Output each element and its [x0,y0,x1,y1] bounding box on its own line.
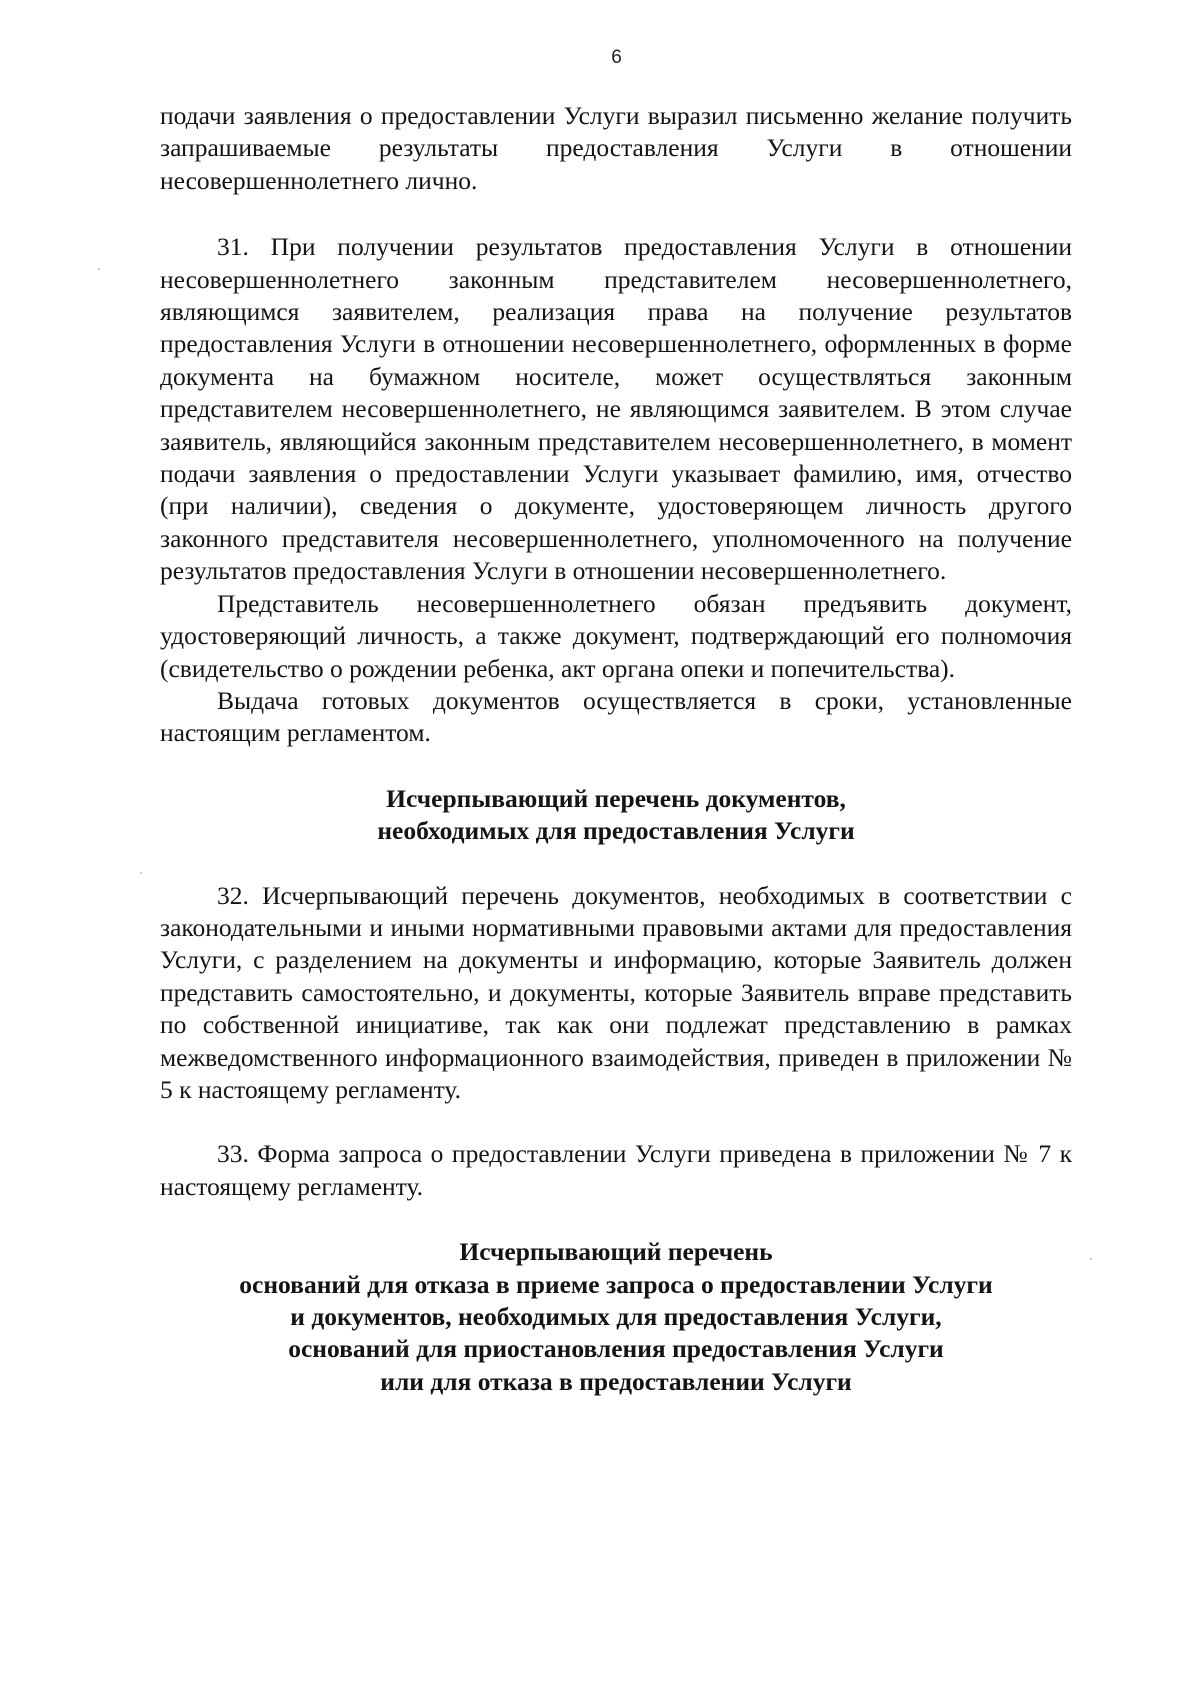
paragraph-31: 31. При получении результатов предоставления Услуги в отношении несовершеннолетнего законным представителем несовершеннолетнего, являющимся заявителем, реализация права на получение результатов предоставления Услуги в отношении несовершеннолетнего, оформленных в форме документа на бумажном носителе, может осуществляться законным представителем несовершеннолетнего, не являющимся заявителем. В этом случае заявитель, являющийся законным представителем несовершеннолетнего, в момент подачи заявления о предоставлении Услуги указывает фамилию, имя, отчество (при наличии), сведения о документе, удостоверяющем личность другого законного представителя несовершеннолетнего, уполномоченного на получение результатов предоставления Услуги в отношении несовершеннолетнего. [160,232,1072,586]
document-body [160,100,1072,1398]
heading-line: Исчерпывающий перечень [459,1237,773,1267]
section-heading-refusal-grounds [160,1236,1072,1398]
paragraph-continuation: подачи заявления о предоставлении Услуги выразил письменно желание получить запрашиваемые результаты предоставления Услуги в отношении несовершеннолетнего лично. [160,101,1072,195]
paragraph-33: 33. Форма запроса о предоставлении Услуги приведена в приложении № 7 к настоящему регламенту. [160,1139,1072,1201]
heading-line: Исчерпывающий перечень документов, [386,783,846,813]
heading-line: и документов, необходимых для предоставления Услуги, [290,1302,942,1331]
paragraph-32: 32. Исчерпывающий перечень документов, необходимых в соответствии с законодательными и иными нормативными правовыми актами для предоставления Услуги, с разделением на документы и информацию, которые Заявитель должен представить самостоятельно, и документы, которые Заявитель вправе представить по собственной инициативе, так как они подлежат представлению в рамках межведомственного информационного взаимодействия, приведен в приложении № 5 к настоящему регламенту. [160,880,1072,1104]
section-heading-documents-list [160,783,1072,848]
scan-speck [140,872,142,874]
scan-speck [1090,1258,1092,1260]
paragraph-31-issuance: Выдача готовых документов осуществляется в сроки, установленные настоящим регламентом. [160,685,1072,748]
heading-line: оснований для приостановления предоставления Услуги [288,1334,944,1364]
page-number: 6 [611,47,622,68]
paragraph-31-representative: Представитель несовершеннолетнего обязан предъявить документ, удостоверяющий личность, а также документ, подтверждающий его полномочия (свидетельство о рождении ребенка, акт органа опеки и попечительства). [160,588,1072,683]
heading-line: необходимых для предоставления Услуги [377,816,855,846]
scan-speck [98,268,100,270]
heading-line: оснований для отказа в приеме запроса о предоставлении Услуги [239,1269,993,1299]
heading-line: или для отказа в предоставлении Услуги [380,1366,852,1396]
